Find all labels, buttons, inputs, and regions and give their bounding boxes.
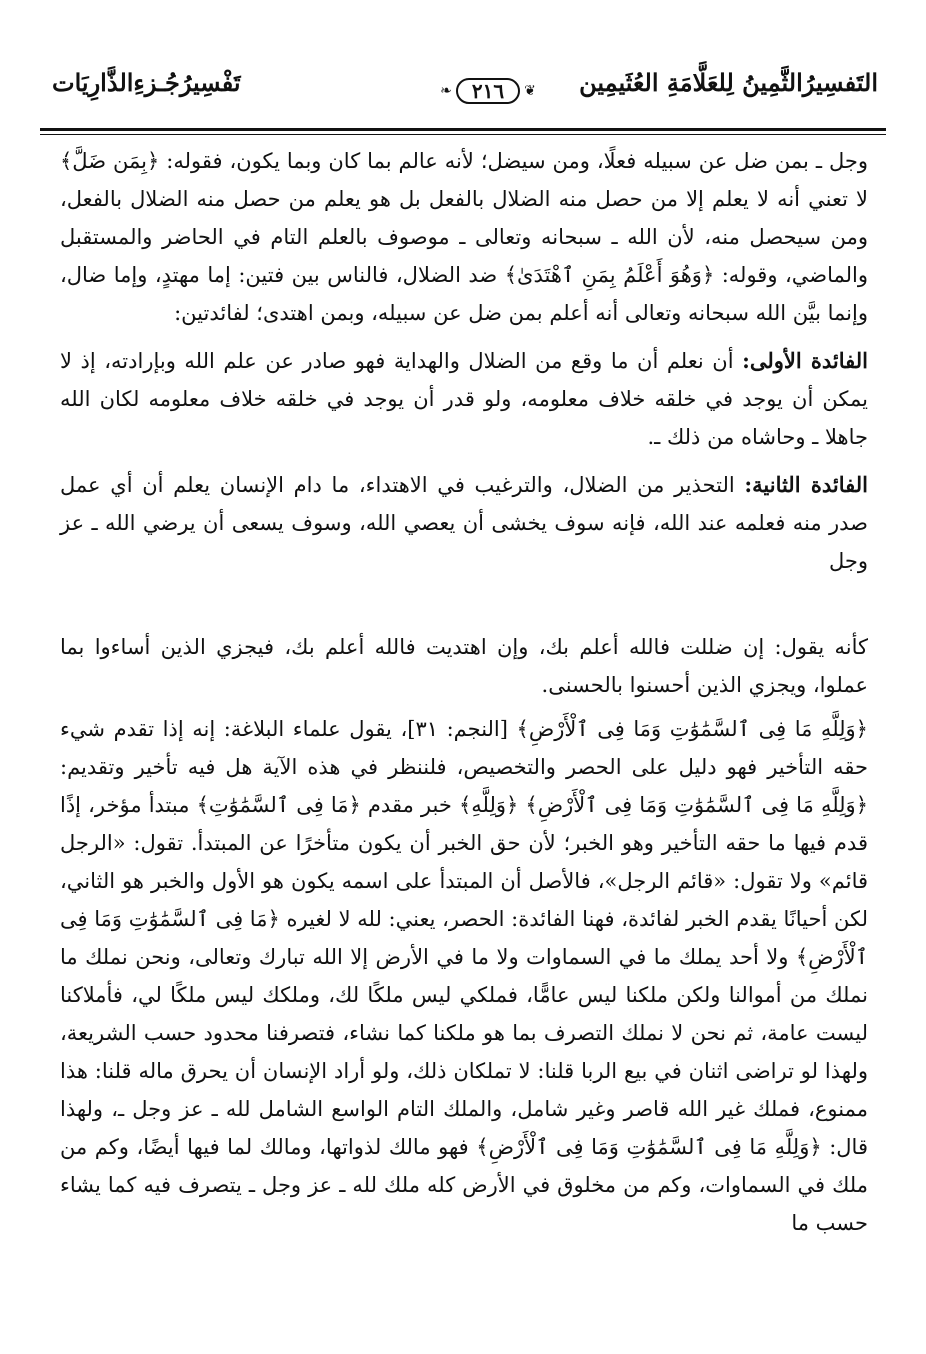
book-title: التَفسِيرُالثَّمِينُ لِلعَلَّامَةِ العُثَيمِين bbox=[579, 68, 878, 97]
paragraph-lead: الفائدة الثانية: bbox=[744, 472, 868, 497]
page-number: ٢١٦ bbox=[456, 78, 520, 104]
paragraph bbox=[60, 342, 868, 456]
header-rule bbox=[40, 128, 886, 131]
paragraph-lead: الفائدة الأولى: bbox=[742, 348, 869, 373]
paragraph-text: ﴿وَلِلَّهِ مَا فِى ٱلسَّمَٰوَٰتِ وَمَا فِى ٱلْأَرْضِ﴾ [النجم: ٣١]، يقول علماء البلاغة: إنه إذا تقدم شيء حقه التأخير فهو دليل على الحصر والتخصيص، فلننظر في هذه الآية هل فيه تأخير وتقديم: ﴿وَلِلَّهِ مَا فِى ٱلسَّمَٰوَٰتِ وَمَا فِى ٱلْأَرْضِ﴾ ﴿وَلِلَّهِ﴾ خبر مقدم ﴿مَا فِى ٱلسَّمَٰوَٰتِ﴾ مبتدأ مؤخر، إذًا قدم فيها ما حقه التأخير وهو الخبر؛ لأن حق الخبر أن يكون متأخرًا عن المبتدأ. تقول: «الرجل قائم» ولا تقول: «قائم الرجل»، فالأصل أن المبتدأ على اسمه يكون هو الأول والخبر هو الثاني، لكن أحيانًا يقدم الخبر لفائدة، فهنا الفائدة: الحصر، يعني: لله لا لغيره ﴿مَا فِى ٱلسَّمَٰوَٰتِ وَمَا فِى ٱلْأَرْضِ﴾ ولا أحد يملك ما في السماوات ولا ما في الأرض إلا الله تبارك وتعالى، ونحن نملك ما نملك من أموالنا ولكن ملكنا ليس عامًّا، فملكي ليس ملكًا لك، وملكك ليس ملكًا لي، فأملاكنا ليست عامة، ثم نحن لا نملك التصرف بما هو ملكنا كما نشاء، فتصرفنا محدود حسب الشريعة، ولهذا لو تراضى اثنان في بيع الربا قلنا: لا تملكان ذلك، ولو أراد الإنسان أن يحرق ماله قلنا: هذا ممنوع، فملك غير الله قاصر وغير شامل، والملك التام الواسع الشامل لله ـ عز وجل ـ، ولهذا قال: ﴿وَلِلَّهِ مَا فِى ٱلسَّمَٰوَٰتِ وَمَا فِى ٱلْأَرْضِ﴾ فهو مالك لذواتها، ومالك لما فيها أيضًا، وكم من ملك في السماوات، وكم من مخلوق في الأرض كله ملك لله ـ عز وجل ـ يتصرف فيه كما يشاء حسب ما bbox=[60, 717, 868, 1235]
paragraph-text: التحذير من الضلال، والترغيب في الاهتداء، ما دام الإنسان يعلم أن أي عمل صدر منه فعلمه عند الله، فإنه سوف يخشى أن يعصي الله، وسوف يسعى أن يرضي الله ـ عز وجل bbox=[60, 473, 868, 573]
paragraph bbox=[60, 142, 868, 332]
paragraph bbox=[60, 710, 868, 1242]
paragraph-text: أن نعلم أن ما وقع من الضلال والهداية فهو صادر عن علم الله وبإرادته، إذ لا يمكن أن يوجد في خلقه خلاف معلومه، ولو قدر أن يوجد في خلقه خلاف معلومه لكان الله جاهلا ـ وحاشاه من ذلك ـ. bbox=[60, 349, 868, 449]
page-header bbox=[40, 68, 886, 128]
page-body bbox=[60, 142, 868, 1242]
paragraph bbox=[60, 628, 868, 704]
paragraph-text: كأنه يقول: إن ضللت فالله أعلم بك، وإن اهتديت فالله أعلم بك، فيجزي الذين أساءوا بما عملوا، ويجزي الذين أحسنوا بالحسنى. bbox=[60, 635, 868, 697]
ornament-icon: ❦ bbox=[524, 83, 536, 99]
ornament-icon: ❧ bbox=[440, 83, 452, 99]
paragraph bbox=[60, 466, 868, 580]
paragraph-text: وجل ـ بمن ضل عن سبيله فعلًا، ومن سيضل؛ لأنه عالم بما كان وبما يكون، فقوله: ﴿بِمَن ضَلَّ﴾ لا تعني أنه لا يعلم إلا من حصل منه الضلال بالفعل بل هو يعلم من حصل منه الضلال بالفعل، ومن سيحصل منه، لأن الله ـ سبحانه وتعالى ـ موصوف بالعلم التام في الحاضر والمستقبل والماضي، وقوله: ﴿وَهُوَ أَعْلَمُ بِمَنِ ٱهْتَدَىٰ﴾ ضد الضلال، فالناس بين فتين: إما مهتدٍ، وإما ضال، وإنما بيَّن الله سبحانه وتعالى أنه أعلم بمن ضل عن سبيله، وبمن اهتدى؛ لفائدتين: bbox=[60, 149, 868, 325]
header-rule-thin bbox=[40, 134, 886, 135]
section-title: تَفْسِيرُجُـزءِالذَّارِيَات bbox=[52, 68, 241, 97]
page-number-badge bbox=[428, 78, 548, 104]
